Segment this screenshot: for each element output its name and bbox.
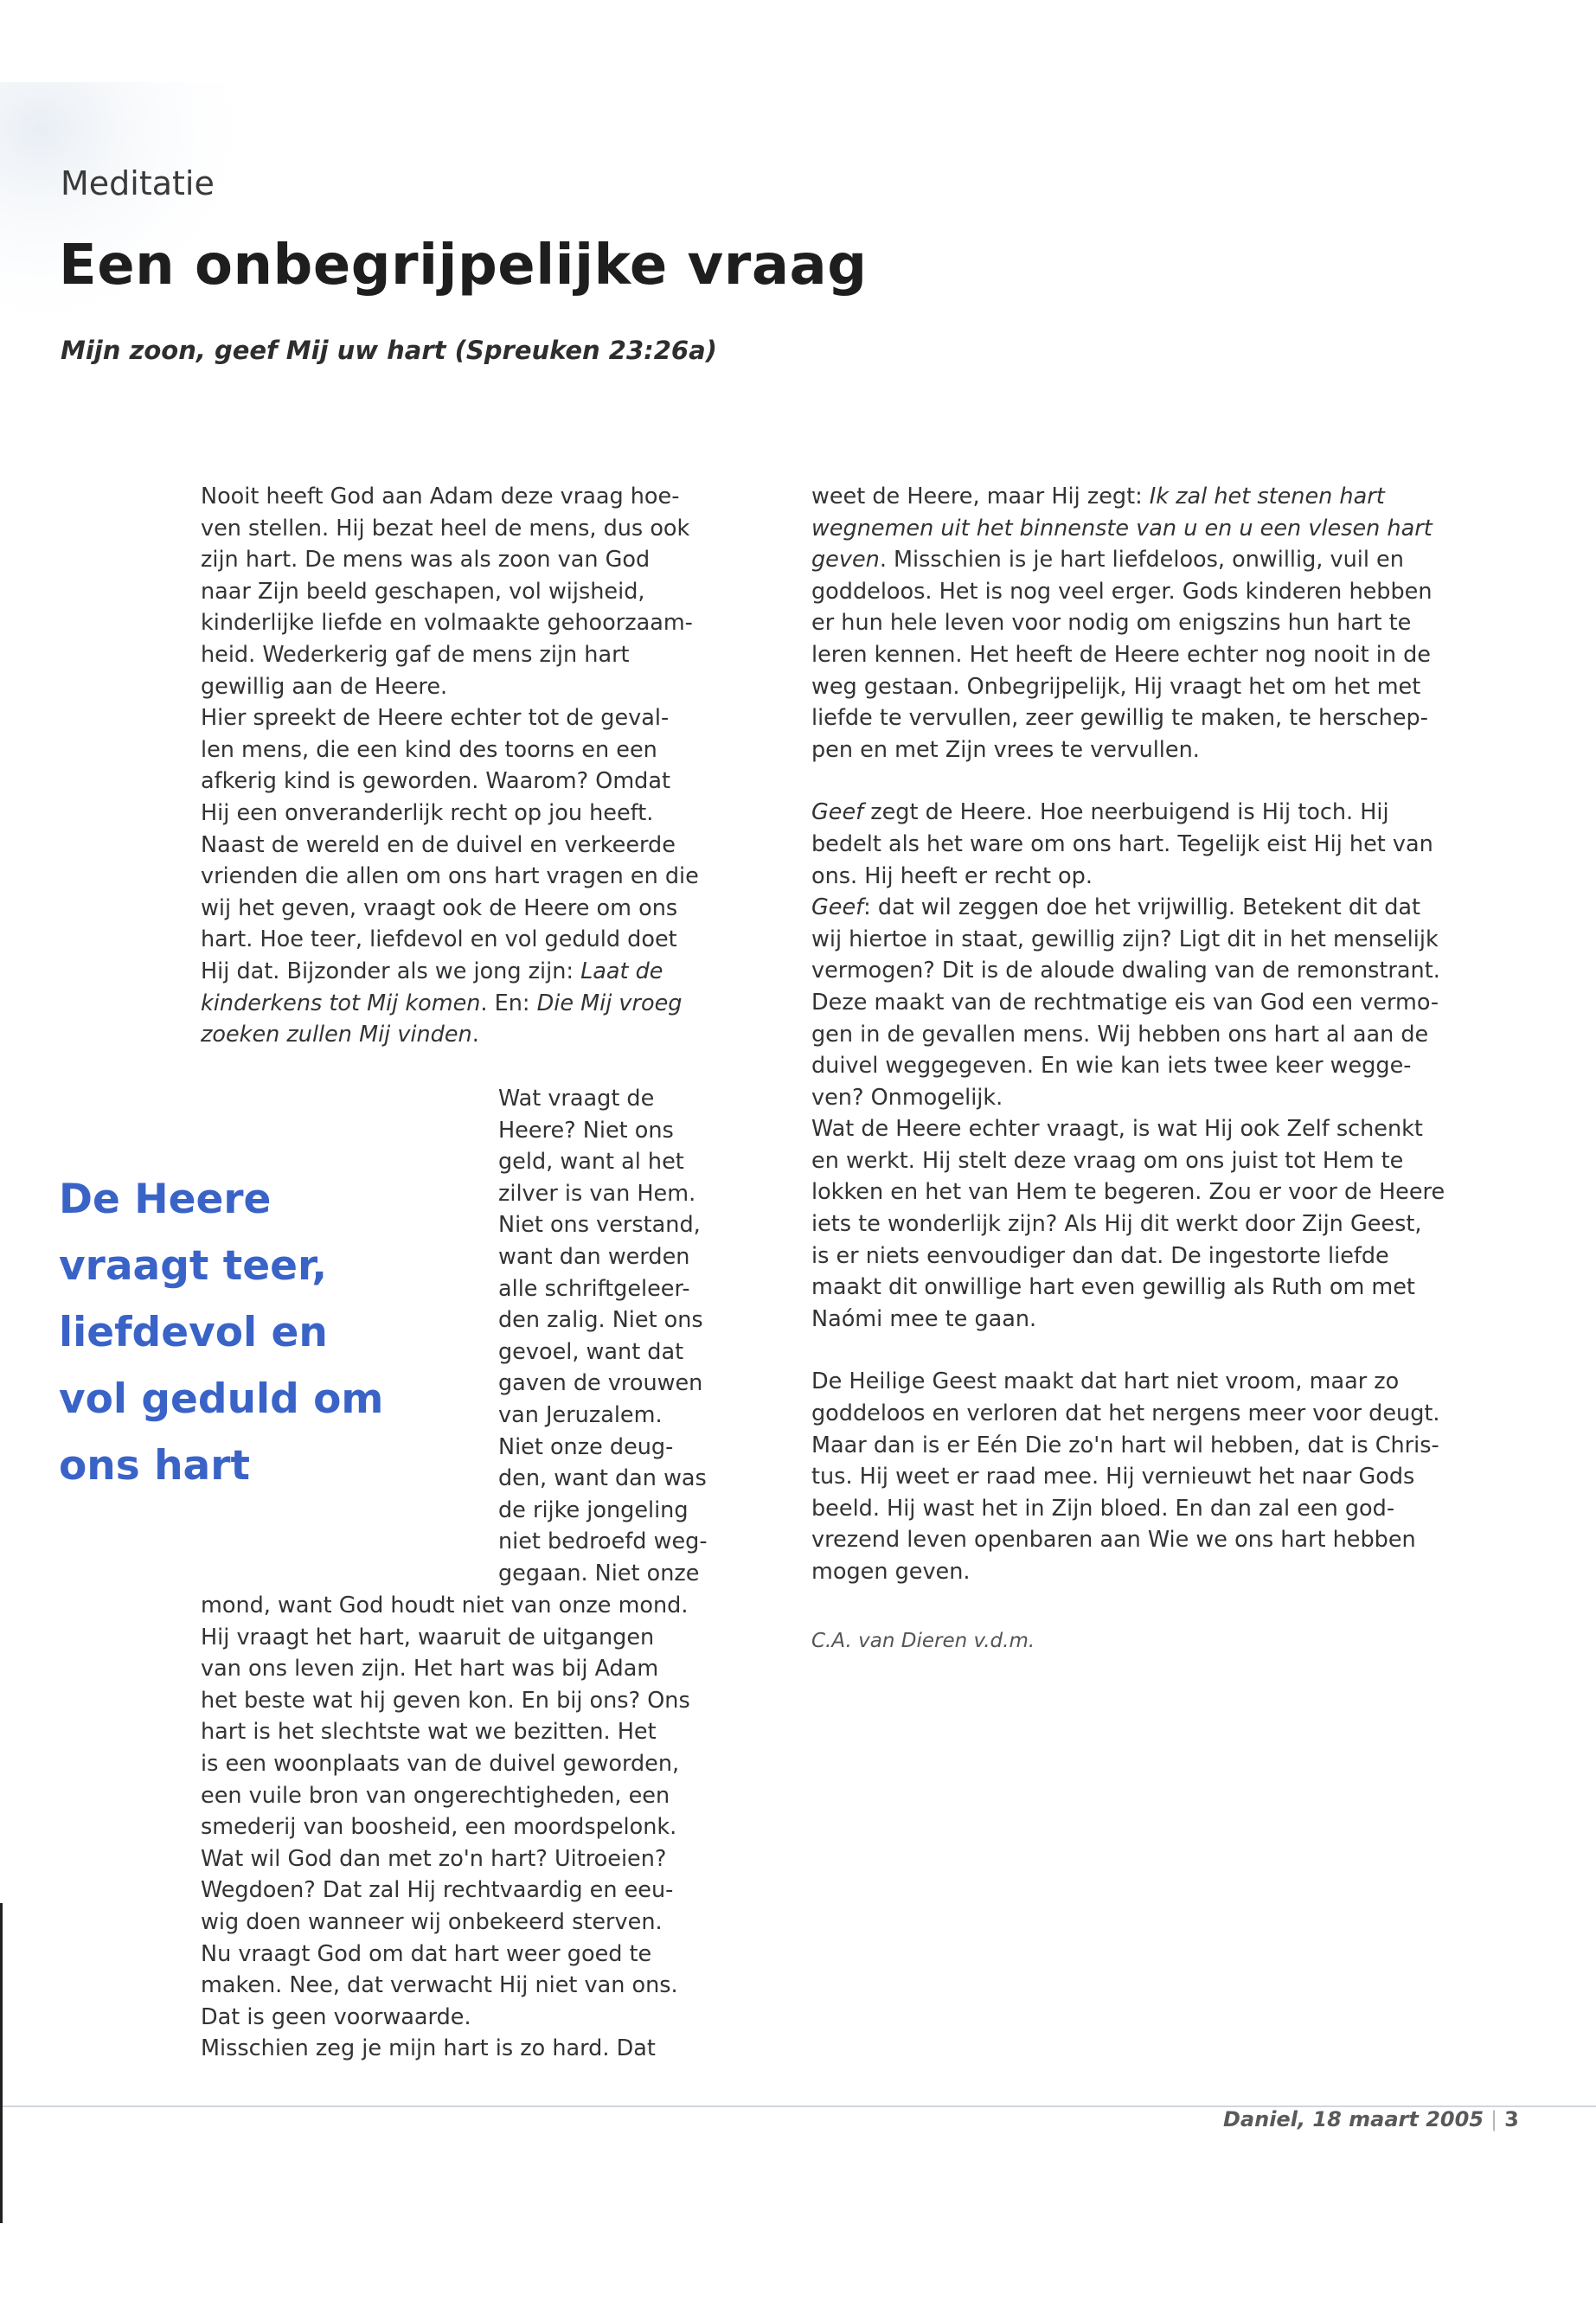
text-line: weg gestaan. Onbegrijpelijk, Hij vraagt het om het met [811,673,1421,700]
bible-verse-motto: Mijn zoon, geef Mij uw hart (Spreuken 23:26a) [61,336,717,365]
text-segment: . Misschien is je hart liefdeloos, onwillig, vuil en [879,547,1404,574]
text-line: de rijke jongeling [498,1497,689,1523]
quote-segment: wegnemen uit het binnenste van u en u een vlesen hart [811,515,1433,542]
text-line [811,481,1512,513]
text-line [811,544,1512,576]
text-line: alle schriftgeleer- [498,1275,690,1302]
pull-quote-line: vraagt teer, [59,1242,328,1290]
text-line: Misschien zeg je mijn hart is zo hard. Dat [201,2035,656,2062]
text-segment: weet de Heere, maar Hij zegt: [811,484,1150,510]
text-line: liefde te vervullen, zeer gewillig te maken, te herschep- [811,705,1428,732]
column-1-narrow [498,1083,758,1590]
pull-quote-line: De Heere [59,1176,272,1223]
footer-separator: | [1490,2107,1498,2131]
footer [1223,2107,1519,2131]
quote-segment: Geef [811,799,864,826]
text-line: mond, want God houdt niet van onze mond. [201,1593,689,1618]
text-line [811,513,1512,545]
quote-segment: zoeken zullen Mij vinden [201,1022,472,1048]
section-label: Meditatie [61,164,215,202]
text-line: is er niets eenvoudiger dan dat. De ingestorte liefde [811,1242,1389,1269]
text-line: van Jeruzalem. [498,1401,663,1428]
text-line: Dat is geen voorwaarde. [201,2003,471,2030]
text-line: mogen geven. [811,1559,971,1585]
article-title: Een onbegrijpelijke vraag [59,234,868,298]
text-line: naar Zijn beeld geschapen, vol wijsheid, [201,578,645,605]
text-line: Nu vraagt God om dat hart weer goed te [201,1940,652,1967]
text-line: Hij vraagt het hart, waaruit de uitgangen [201,1624,655,1650]
quote-segment: geven [811,547,880,574]
binding-edge-line [0,1903,3,2223]
text-line: niet bedroefd weg- [498,1529,708,1555]
text-line: gen in de gevallen mens. Wij hebben ons hart al aan de [811,1021,1429,1048]
quote-segment: Ik zal het stenen hart [1149,484,1385,510]
text-line: De Heilige Geest maakt dat hart niet vroom, maar zo [811,1368,1400,1395]
text-segment: . En: [480,990,537,1016]
text-line: lokken en het van Hem te begeren. Zou er voor de Heere [811,1179,1445,1206]
text-line: vrienden die allen om ons hart vragen en die [201,863,699,890]
text-line: Naast de wereld en de duivel en verkeerde [201,831,676,858]
text-line: afkerig kind is geworden. Waarom? Omdat [201,768,670,795]
text-line: gewillig aan de Heere. [201,673,448,700]
text-line: maken. Nee, dat verwacht Hij niet van ons. [201,1972,678,1999]
text-line: tus. Hij weet er raad mee. Hij vernieuwt het naar Gods [811,1464,1415,1490]
text-line: van ons leven zijn. Het hart was bij Adam [201,1656,659,1682]
column-2 [811,481,1512,1588]
text-line: er hun hele leven voor nodig om enigszins hun hart te [811,610,1412,637]
text-line: een vuile bron van ongerechtigheden, een [201,1782,670,1809]
text-line: den zalig. Niet ons [498,1307,703,1334]
text-line: is een woonplaats van de duivel geworden, [201,1750,680,1777]
text-line: Naómi mee te gaan. [811,1305,1037,1332]
text-line: hart. Hoe teer, liefdevol en vol geduld doet [201,926,677,953]
text-line: vrezend leven openbaren aan Wie we ons hart hebben [811,1527,1416,1554]
text-line: duivel weggegeven. En wie kan iets twee keer wegge- [811,1053,1412,1080]
text-line: kinderlijke liefde en volmaakte gehoorzaam- [201,610,693,637]
text-line: leren kennen. Het heeft de Heere echter nog nooit in de [811,641,1431,668]
text-line: len mens, die een kind des toorns en een [201,736,657,763]
paragraph [811,1366,1512,1587]
paragraph [811,797,1512,1335]
text-line: Wat de Heere echter vraagt, is wat Hij ook Zelf schenkt [811,1116,1423,1143]
text-line: hart is het slechtste wat we bezitten. Het [201,1719,657,1746]
text-line: Deze maakt van de rechtmatige eis van God een vermo- [811,989,1439,1016]
quote-segment: Die Mij vroeg [536,990,683,1016]
text-line: Wegdoen? Dat zal Hij rechtvaardig en eeu- [201,1877,674,1904]
text-line [811,797,1512,829]
text-segment: Hij dat. Bijzonder als we jong zijn: [201,958,581,984]
text-line: en werkt. Hij stelt deze vraag om ons juist tot Hem te [811,1147,1404,1174]
text-line: goddeloos. Het is nog veel erger. Gods kinderen hebben [811,578,1433,605]
text-line: wij hiertoe in staat, gewillig zijn? Ligt dit in het menselijk [811,926,1439,952]
text-line: bedelt als het ware om ons hart. Tegelijk eist Hij het van [811,830,1433,857]
text-line: den, want dan was [498,1465,707,1492]
page-number: 3 [1504,2107,1519,2131]
text-line: ven stellen. Hij bezat heel de mens, dus ook [201,515,690,542]
text-line: heid. Wederkerig gaf de mens zijn hart [201,641,630,668]
quote-segment: kinderkens tot Mij komen [201,990,481,1016]
pull-quote [59,1166,431,1499]
text-line: Nooit heeft God aan Adam deze vraag hoe- [201,484,680,510]
text-line: iets te wonderlijk zijn? Als Hij dit werkt door Zijn Geest, [811,1211,1422,1238]
author-signature: C.A. van Dieren v.d.m. [811,1630,1035,1652]
text-line: gegaan. Niet onze [498,1560,700,1586]
text-line [811,892,1512,924]
text-line [201,988,754,1020]
text-line: Niet ons verstand, [498,1212,701,1239]
pull-quote-line: ons hart [59,1442,250,1490]
text-line: want dan werden [498,1243,690,1270]
text-line: vermogen? Dit is de aloude dwaling van de remonstrant. [811,958,1440,984]
text-line: ons. Hij heeft er recht op. [811,862,1093,889]
text-line: Maar dan is er Eén Die zo'n hart wil hebben, dat is Chris- [811,1432,1439,1458]
text-line [201,956,754,988]
quote-segment: Geef [811,894,864,921]
text-segment: zegt de Heere. Hoe neerbuigend is Hij toch. Hij [863,799,1389,826]
text-line: Heere? Niet ons [498,1117,674,1144]
text-line: wij het geven, vraagt ook de Heere om ons [201,894,678,921]
text-line [201,1019,754,1051]
text-segment: : dat wil zeggen doe het vrijwillig. Betekent dit dat [863,894,1421,921]
text-line: Hij een onveranderlijk recht op jou heeft. [201,799,654,826]
text-line: smederij van boosheid, een moordspelonk. [201,1814,677,1841]
text-line: wig doen wanneer wij onbekeerd sterven. [201,1908,663,1935]
text-line: geld, want al het [498,1149,684,1176]
text-line: zijn hart. De mens was als zoon van God [201,547,651,574]
text-line: Niet onze deug- [498,1433,674,1460]
publication-info: Daniel, 18 maart 2005 [1223,2107,1484,2131]
pull-quote-line: vol geduld om [59,1375,384,1423]
text-line: gevoel, want dat [498,1338,684,1365]
text-line: pen en met Zijn vrees te vervullen. [811,736,1200,763]
text-line: goddeloos en verloren dat het nergens meer voor deugt. [811,1400,1440,1427]
pull-quote-line: liefdevol en [59,1309,328,1356]
quote-segment: Laat de [580,958,663,984]
text-line: maakt dit onwillige hart even gewillig als Ruth om met [811,1274,1415,1301]
text-line: beeld. Hij wast het in Zijn bloed. En dan zal een god- [811,1495,1395,1522]
column-1-bottom [201,1590,754,2065]
text-segment: . [471,1022,479,1048]
text-line: ven? Onmogelijk. [811,1084,1003,1111]
text-line: gaven de vrouwen [498,1370,703,1397]
column-1-top [201,481,754,1051]
text-line: Wat wil God dan met zo'n hart? Uitroeien? [201,1845,667,1872]
text-line: Wat vraagt de [498,1086,655,1112]
text-line: Hier spreekt de Heere echter tot de geval- [201,705,670,732]
text-line: het beste wat hij geven kon. En bij ons? Ons [201,1687,690,1714]
text-line: zilver is van Hem. [498,1180,696,1207]
paragraph [811,481,1512,766]
